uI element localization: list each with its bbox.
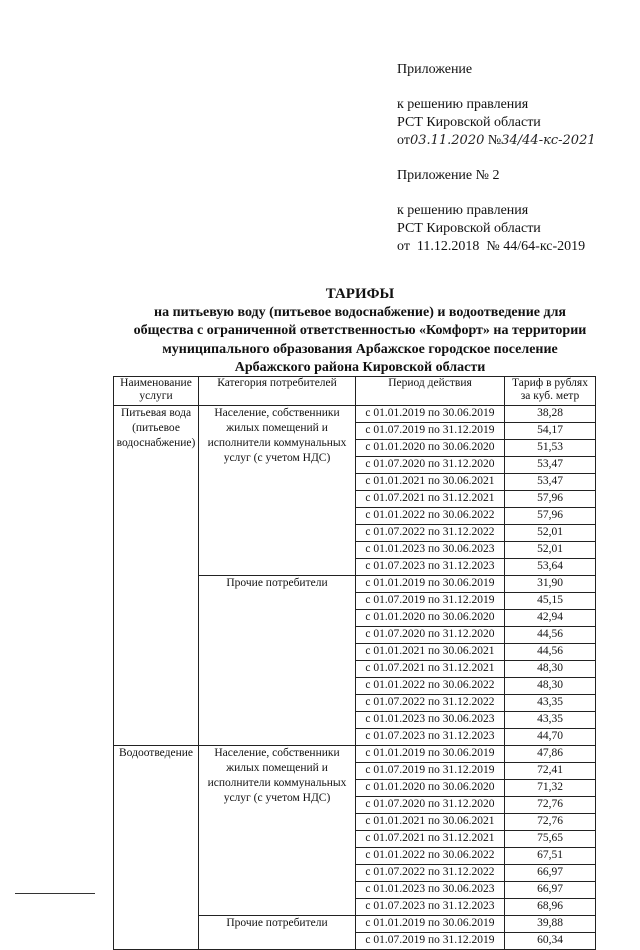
header-category: Категория потребителей <box>199 377 356 406</box>
consumer-category: Прочие потребители <box>199 916 356 950</box>
period-cell: с 01.01.2020 по 30.06.2020 <box>356 440 505 457</box>
period-cell: с 01.07.2020 по 31.12.2020 <box>356 797 505 814</box>
title-line: на питьевую воду (питьевое водоснабжение) и водоотведение для <box>154 304 566 320</box>
period-cell: с 01.07.2023 по 31.12.2023 <box>356 559 505 576</box>
period-cell: с 01.07.2022 по 31.12.2022 <box>356 525 505 542</box>
tariff-cell: 72,76 <box>505 814 596 831</box>
period-cell: с 01.01.2019 по 30.06.2019 <box>356 406 505 423</box>
tariff-cell: 60,34 <box>505 933 596 950</box>
tariff-table <box>113 376 596 950</box>
period-cell: с 01.01.2022 по 30.06.2022 <box>356 848 505 865</box>
service-name: Водоотведение <box>114 746 199 950</box>
period-cell: с 01.01.2019 по 30.06.2019 <box>356 576 505 593</box>
table-row <box>114 746 596 763</box>
period-cell: с 01.07.2021 по 31.12.2021 <box>356 831 505 848</box>
period-cell: с 01.01.2020 по 30.06.2020 <box>356 780 505 797</box>
period-cell: с 01.07.2023 по 31.12.2023 <box>356 899 505 916</box>
appendix-label: Приложение <box>397 62 473 77</box>
period-cell: с 01.07.2021 по 31.12.2021 <box>356 491 505 508</box>
title-line: общества с ограниченной ответственностью «Комфорт» на территории <box>133 323 587 338</box>
tariff-cell: 72,41 <box>505 763 596 780</box>
tariff-cell: 52,01 <box>505 525 596 542</box>
period-cell: с 01.07.2022 по 31.12.2022 <box>356 695 505 712</box>
tariff-cell: 68,96 <box>505 899 596 916</box>
decision-label-2: к решению правления <box>397 203 529 218</box>
service-name: Питьевая вода (питьевое водоснабжение) <box>114 406 199 746</box>
period-cell: с 01.01.2023 по 30.06.2023 <box>356 882 505 899</box>
period-cell: с 01.01.2019 по 30.06.2019 <box>356 746 505 763</box>
tariff-cell: 38,28 <box>505 406 596 423</box>
period-cell: с 01.07.2020 по 31.12.2020 <box>356 457 505 474</box>
period-cell: с 01.07.2019 по 31.12.2019 <box>356 423 505 440</box>
tariff-cell: 57,96 <box>505 491 596 508</box>
tariff-cell: 48,30 <box>505 678 596 695</box>
number-prefix: № <box>487 133 502 148</box>
header-tariff: Тариф в рублях за куб. метр <box>505 377 596 406</box>
rst-label: РСТ Кировской области <box>397 115 541 130</box>
tariff-cell: 66,97 <box>505 865 596 882</box>
tariff-cell: 54,17 <box>505 423 596 440</box>
handwritten-number: 34/44-кс-2021 <box>501 133 596 148</box>
period-cell: с 01.01.2023 по 30.06.2023 <box>356 542 505 559</box>
tariff-cell: 31,90 <box>505 576 596 593</box>
period-cell: с 01.07.2022 по 31.12.2022 <box>356 865 505 882</box>
tariff-cell: 42,94 <box>505 610 596 627</box>
decision-date-number-2: от 11.12.2018 № 44/64-кс-2019 <box>397 239 586 254</box>
decision-label: к решению правления <box>397 97 529 112</box>
date-prefix: от <box>397 133 410 148</box>
tariff-cell: 71,32 <box>505 780 596 797</box>
title-line: Арбажского района Кировской области <box>234 360 486 375</box>
consumer-category: Население, собственники жилых помещений и исполнители коммунальных услуг (с учетом НДС) <box>199 746 356 916</box>
tariff-cell: 44,70 <box>505 729 596 746</box>
period-cell: с 01.01.2020 по 30.06.2020 <box>356 610 505 627</box>
consumer-category: Прочие потребители <box>199 576 356 746</box>
period-cell: с 01.01.2022 по 30.06.2022 <box>356 508 505 525</box>
period-cell: с 01.07.2023 по 31.12.2023 <box>356 729 505 746</box>
period-cell: с 01.07.2019 по 31.12.2019 <box>356 593 505 610</box>
tariff-cell: 51,53 <box>505 440 596 457</box>
tariff-cell: 48,30 <box>505 661 596 678</box>
tariff-cell: 45,15 <box>505 593 596 610</box>
tariff-cell: 53,64 <box>505 559 596 576</box>
tariff-cell: 39,88 <box>505 916 596 933</box>
tariff-cell: 44,56 <box>505 627 596 644</box>
tariff-cell: 43,35 <box>505 695 596 712</box>
tariff-cell: 75,65 <box>505 831 596 848</box>
period-cell: с 01.01.2023 по 30.06.2023 <box>356 712 505 729</box>
period-cell: с 01.01.2021 по 30.06.2021 <box>356 814 505 831</box>
period-cell: с 01.01.2021 по 30.06.2021 <box>356 644 505 661</box>
document-title <box>110 285 610 378</box>
table-row <box>114 406 596 423</box>
period-cell: с 01.07.2019 по 31.12.2019 <box>356 763 505 780</box>
tariff-cell: 53,47 <box>505 474 596 491</box>
period-cell: с 01.07.2020 по 31.12.2020 <box>356 627 505 644</box>
handwritten-date: 03.11.2020 <box>409 133 485 148</box>
tariff-cell: 67,51 <box>505 848 596 865</box>
rst-label-2: РСТ Кировской области <box>397 221 541 236</box>
period-cell: с 01.01.2021 по 30.06.2021 <box>356 474 505 491</box>
tariff-cell: 44,56 <box>505 644 596 661</box>
period-cell: с 01.01.2019 по 30.06.2019 <box>356 916 505 933</box>
decision-date-number <box>397 133 596 149</box>
tariff-cell: 43,35 <box>505 712 596 729</box>
consumer-category: Население, собственники жилых помещений и исполнители коммунальных услуг (с учетом НДС) <box>199 406 356 576</box>
period-cell: с 01.07.2021 по 31.12.2021 <box>356 661 505 678</box>
tariff-cell: 72,76 <box>505 797 596 814</box>
table-header-row <box>114 377 596 406</box>
period-cell: с 01.01.2022 по 30.06.2022 <box>356 678 505 695</box>
title-main: ТАРИФЫ <box>325 286 395 302</box>
tariff-cell: 53,47 <box>505 457 596 474</box>
header-period: Период действия <box>356 377 505 406</box>
tariff-cell: 66,97 <box>505 882 596 899</box>
appendix-2-label: Приложение № 2 <box>397 168 500 183</box>
tariff-cell: 52,01 <box>505 542 596 559</box>
tariff-cell: 57,96 <box>505 508 596 525</box>
title-line: муниципального образования Арбажское городское поселение <box>162 341 558 357</box>
period-cell: с 01.07.2019 по 31.12.2019 <box>356 933 505 950</box>
tariff-cell: 47,86 <box>505 746 596 763</box>
header-service: Наименование услуги <box>114 377 199 406</box>
footnote-divider <box>15 893 95 894</box>
